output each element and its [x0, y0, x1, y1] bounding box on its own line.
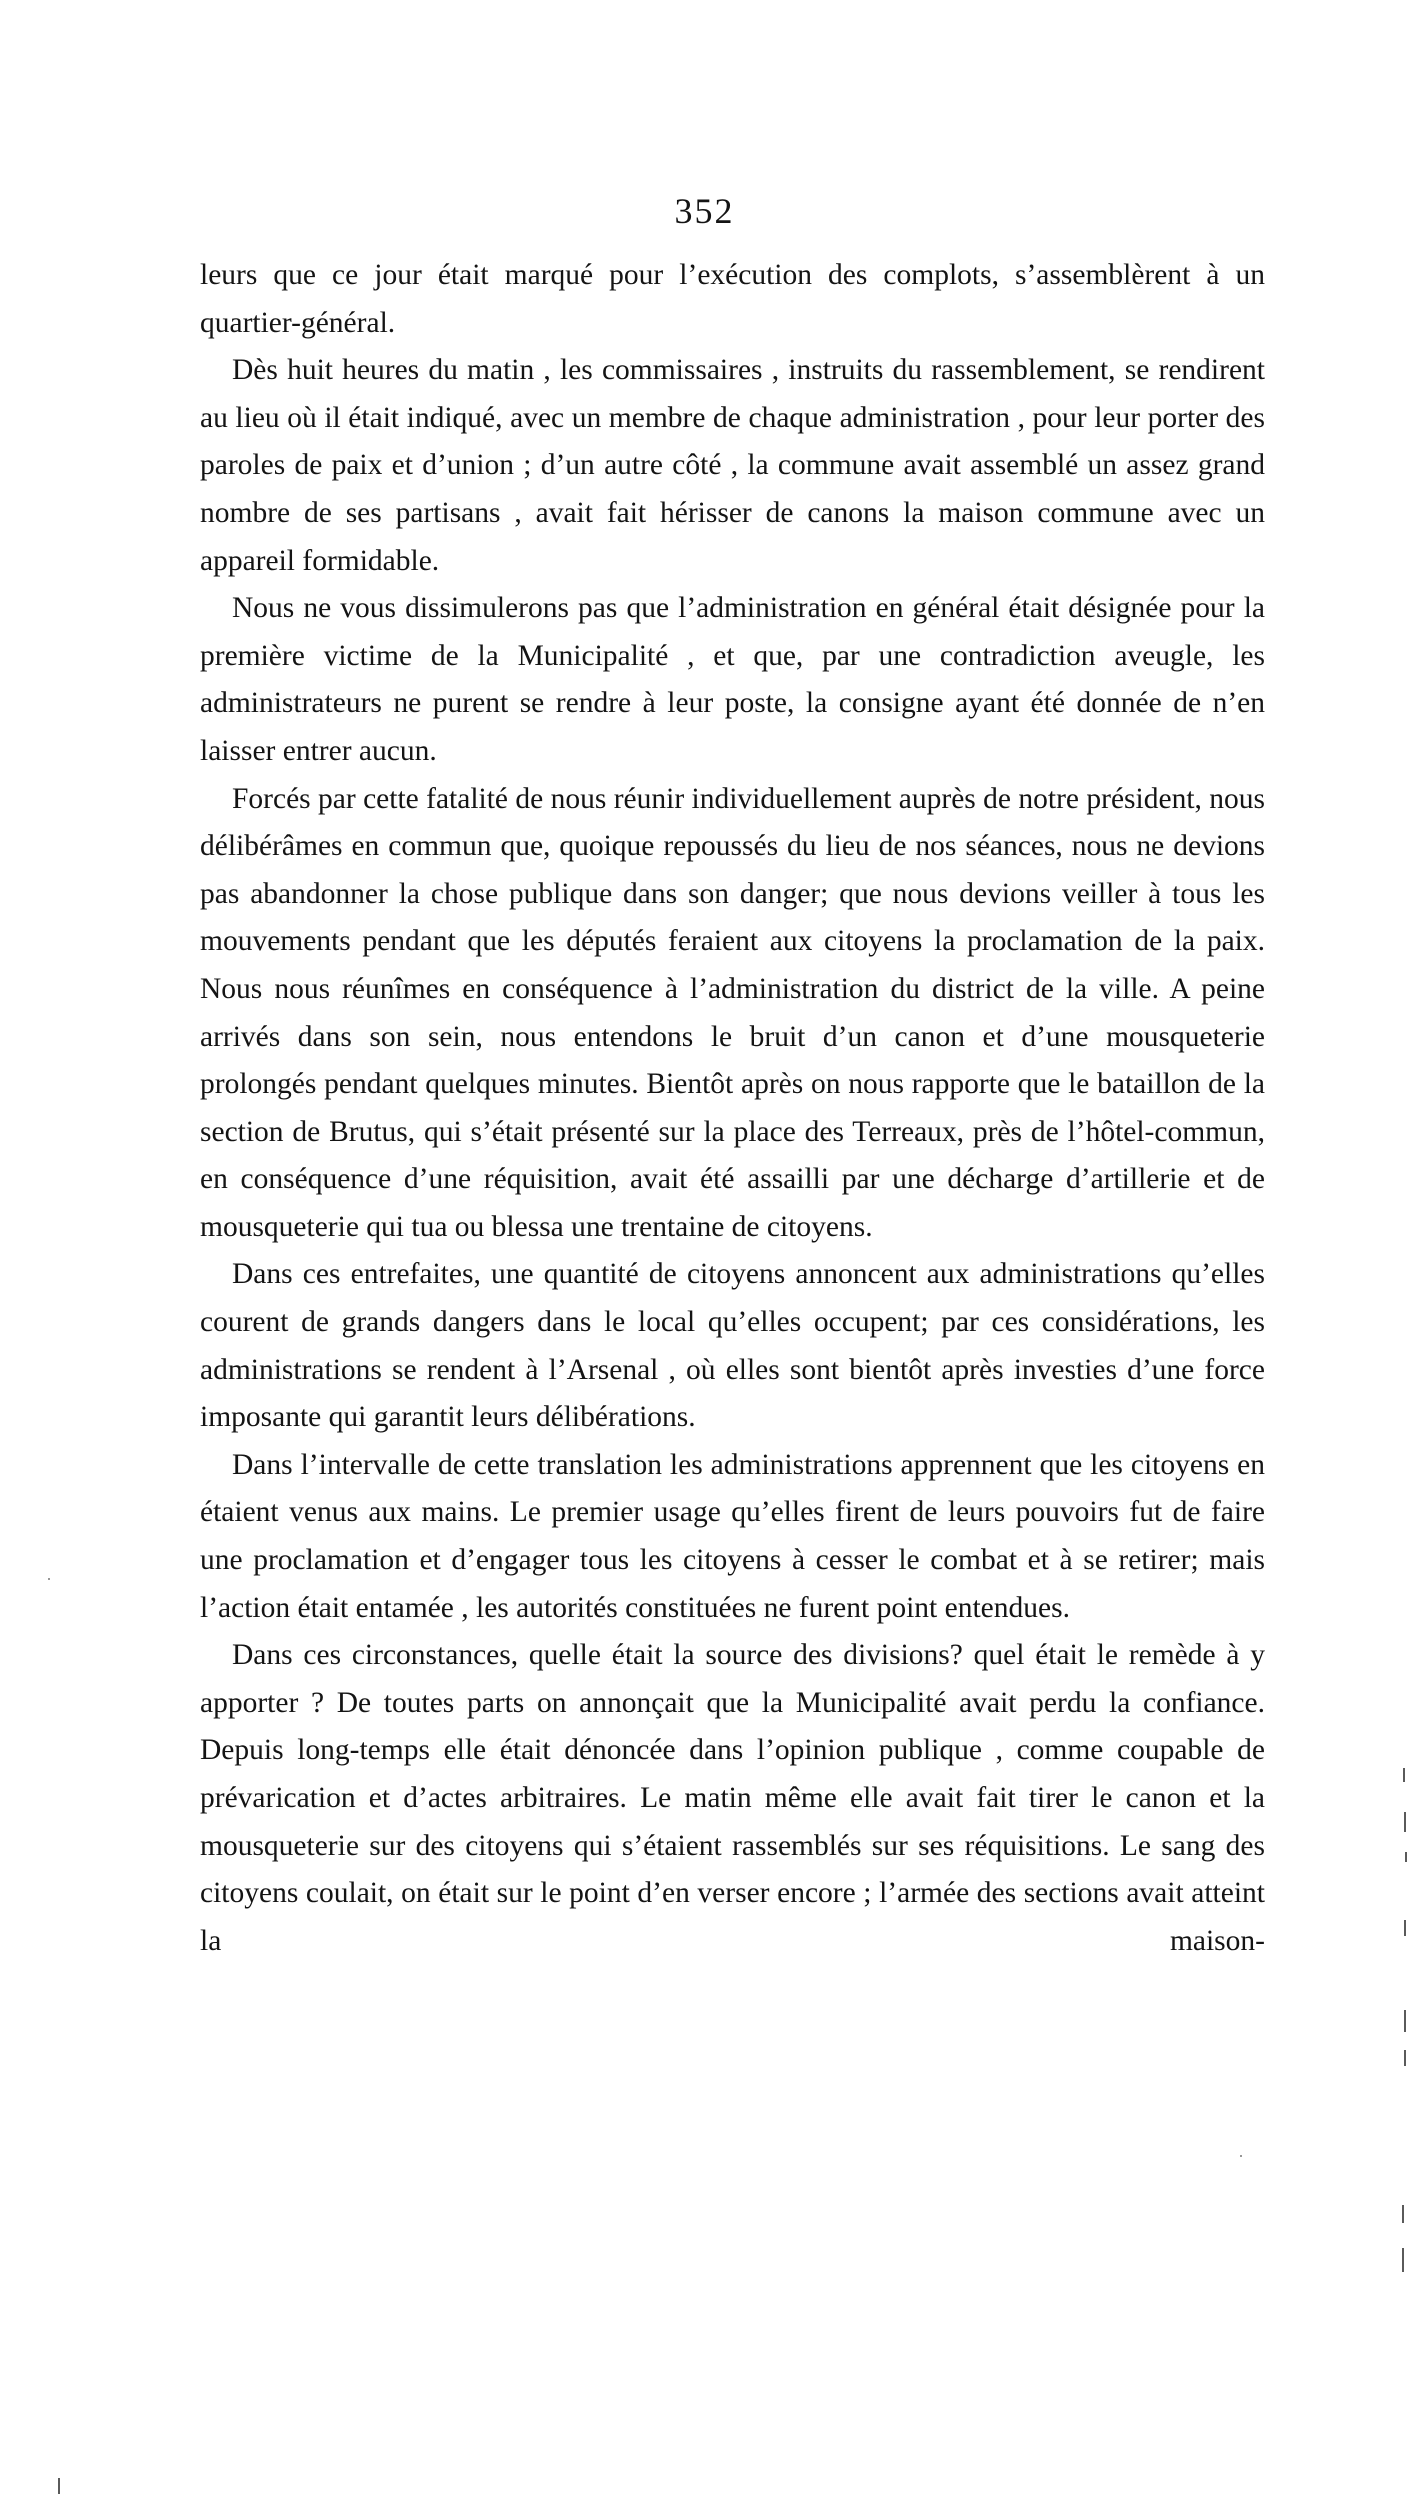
margin-mark [1405, 1852, 1407, 1862]
speck [48, 1578, 50, 1580]
paragraph-7: Dans ces circonstances, quelle était la source des divisions? quel était le remède à y apporter ? De toutes parts on annonçait que la Municipalité avait perdu la confiance. Depuis long-temps elle était dénoncée dans l’opinion publique , comme coupable de prévarication et d’actes arbitraires. Le matin même elle avait fait tirer le canon et la mousqueterie sur des citoyens qui s’étaient rassemblés sur ses réquisitions. Le sang des citoyens coulait, on était sur le point d’en verser encore ; l’armée des sections avait atteint la maison- [200, 1639, 1265, 1957]
paragraph-6: Dans l’intervalle de cette translation les administrations apprennent que les citoyens en étaient venus aux mains. Le premier usage qu’elles firent de leurs pouvoirs fut de faire une proclamation et d’engager tous les citoyens à cesser le combat et à se retirer; mais l’action était entamée , les autorités constituées ne furent point entendues. [200, 1448, 1265, 1624]
speck [1240, 2155, 1242, 2157]
margin-mark [1403, 1768, 1405, 1782]
margin-mark [1404, 2050, 1406, 2066]
margin-mark [1404, 1920, 1406, 1936]
paragraph-5: Dans ces entrefaites, une quantité de citoyens annoncent aux administrations qu’elles courent de grands dangers dans le local qu’elles occupent; par ces considérations, les administrations se rendent à l’Arsenal , où elles sont bientôt après investies d’une force imposante qui garantit leurs délibérations. [200, 1258, 1265, 1434]
body-text [200, 252, 1265, 1965]
margin-mark [58, 2478, 60, 2494]
margin-mark [1404, 2010, 1406, 2032]
paragraph-4: Forcés par cette fatalité de nous réunir individuellement auprès de notre président, nous délibérâmes en commun que, quoique repoussés du lieu de nos séances, nous ne devions pas abandonner la chose publique dans son danger; que nous devions veiller à tous les mouvements pendant que les députés feraient aux citoyens la proclamation de la paix. Nous nous réunîmes en conséquence à l’administration du district de la ville. A peine arrivés dans son sein, nous entendons le bruit d’un canon et d’une mousqueterie prolongés pendant quelques minutes. Bientôt après on nous rapporte que le bataillon de la section de Brutus, qui s’était présenté sur la place des Terreaux, près de l’hôtel-commun, en conséquence d’une réquisition, avait été assailli par une décharge d’artillerie et de mousqueterie qui tua ou blessa une trentaine de citoyens. [200, 782, 1265, 1243]
paragraph-3: Nous ne vous dissimulerons pas que l’administration en général était désignée pour la première victime de la Municipalité , et que, par une contradiction aveugle, les administrateurs ne purent se rendre à leur poste, la consigne ayant été donnée de n’en laisser entrer aucun. [200, 592, 1265, 767]
margin-mark [1402, 2248, 1404, 2272]
paragraph-2: Dès huit heures du matin , les commissaires , instruits du rassemblement, se rendirent au lieu où il était indiqué, avec un membre de chaque administration , pour leur porter des paroles de paix et d’union ; d’un autre côté , la commune avait assemblé un assez grand nombre de ses partisans , avait fait hérisser de canons la maison commune avec un appareil formidable. [200, 354, 1265, 577]
margin-mark [1402, 2205, 1404, 2223]
paragraph-1: leurs que ce jour était marqué pour l’exécution des complots, s’assemblèrent à un quartier-général. [200, 259, 1265, 339]
margin-mark [1404, 1812, 1406, 1832]
page-number: 352 [674, 191, 735, 231]
